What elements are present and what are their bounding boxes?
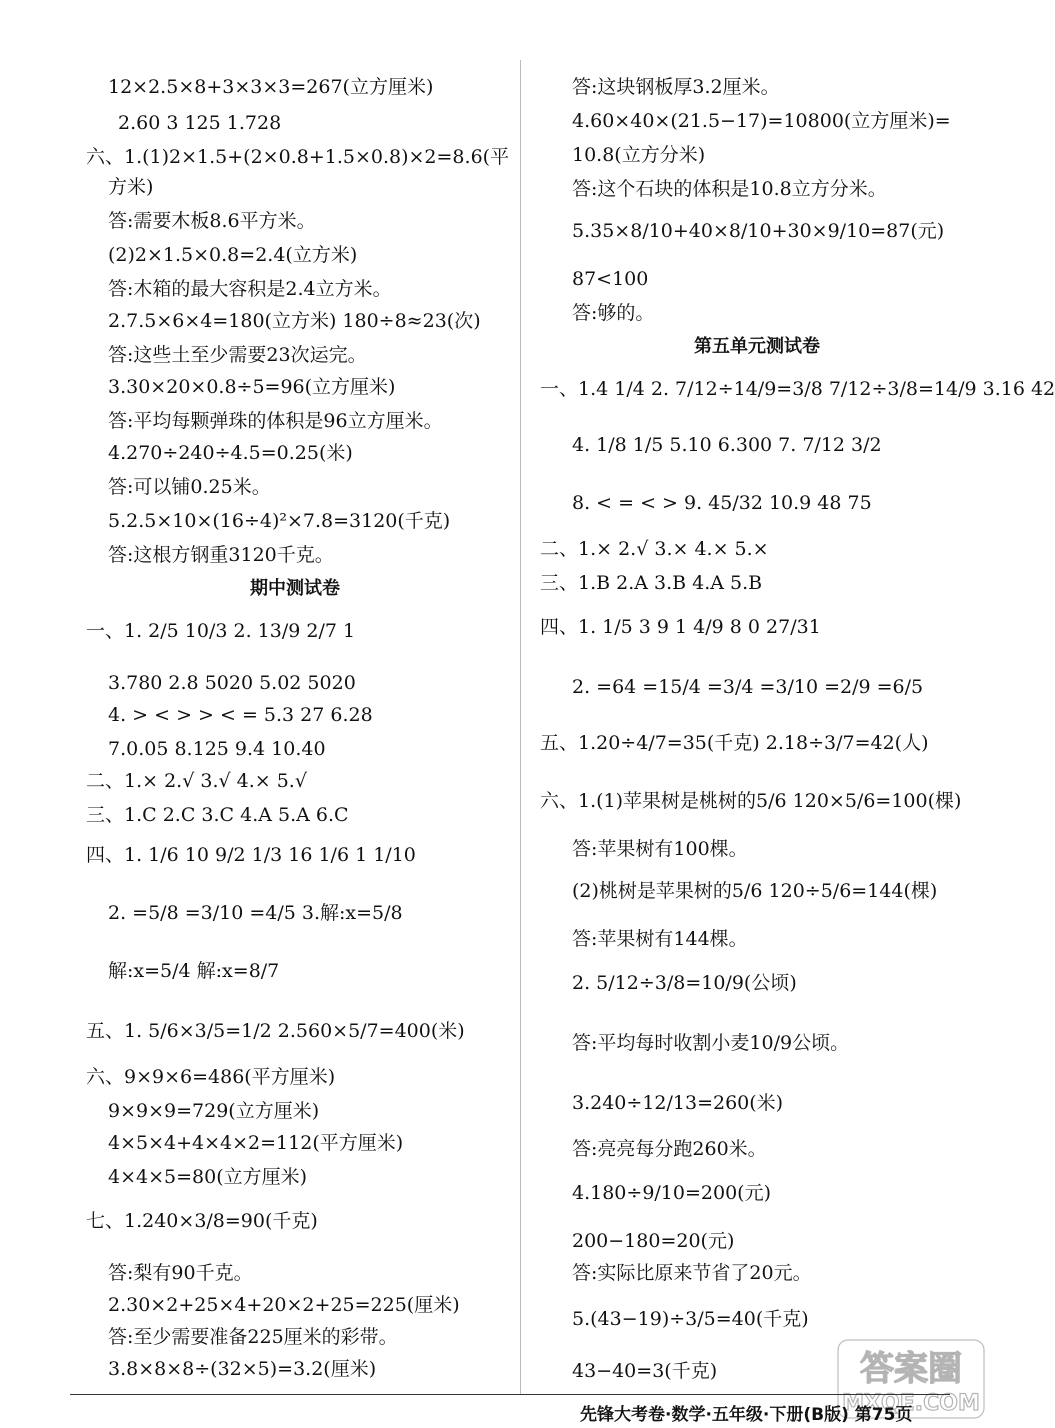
left-line-31: 七、1.240×3/8=90(千克) bbox=[86, 1210, 318, 1232]
right-line-29: 43−40=3(千克) bbox=[572, 1360, 718, 1382]
left-line-8: 2.7.5×6×4=180(立方米) 180÷8≈23(次) bbox=[108, 310, 481, 332]
left-line-18: 3.780 2.8 5020 5.02 5020 bbox=[108, 672, 356, 694]
right-line-5: 5.35×8/10+40×8/10+30×9/10=87(元) bbox=[572, 220, 945, 242]
left-line-34: 答:至少需要准备225厘米的彩带。 bbox=[108, 1326, 398, 1348]
left-line-13: 答:可以铺0.25米。 bbox=[108, 476, 271, 498]
right-line-14: 四、1. 1/5 3 9 1 4/9 8 0 27/31 bbox=[540, 616, 821, 638]
left-line-22: 三、1.C 2.C 3.C 4.A 5.A 6.C bbox=[86, 804, 349, 826]
left-line-3: 六、1.(1)2×1.5+(2×0.8+1.5×0.8)×2=8.6(平 bbox=[86, 146, 510, 168]
left-line-14: 5.2.5×10×(16÷4)²×7.8=3120(千克) bbox=[108, 510, 451, 532]
watermark-top: 答案圈 bbox=[860, 1349, 962, 1389]
right-line-15: 2. =64 =15/4 =3/4 =3/10 =2/9 =6/5 bbox=[572, 676, 924, 698]
left-line-10: 3.30×20×0.8÷5=96(立方厘米) bbox=[108, 376, 396, 398]
right-line-9: 一、1.4 1/4 2. 7/12÷14/9=3/8 7/12÷3/8=14/9 3.16 42 bbox=[540, 378, 1055, 400]
left-line-33: 2.30×2+25×4+20×2+25=225(厘米) bbox=[108, 1294, 460, 1316]
watermark-bottom: MXQE.COM bbox=[842, 1391, 980, 1416]
left-line-29: 4×5×4+4×4×2=112(平方厘米) bbox=[108, 1132, 404, 1154]
left-line-23: 四、1. 1/6 10 9/2 1/3 16 1/6 1 1/10 bbox=[86, 844, 416, 866]
column-divider bbox=[520, 60, 521, 1395]
right-line-7: 答:够的。 bbox=[572, 302, 655, 324]
left-line-12: 4.270÷240÷4.5=0.25(米) bbox=[108, 442, 353, 464]
left-line-26: 五、1. 5/6×3/5=1/2 2.560×5/7=400(米) bbox=[86, 1020, 465, 1042]
left-line-17: 一、1. 2/5 10/3 2. 13/9 2/7 1 bbox=[86, 620, 356, 642]
right-line-17: 六、1.(1)苹果树是桃树的5/6 120×5/6=100(棵) bbox=[540, 790, 962, 812]
left-line-15: 答:这根方钢重3120千克。 bbox=[108, 544, 334, 566]
right-line-27: 答:实际比原来节省了20元。 bbox=[572, 1262, 812, 1284]
left-line-6: (2)2×1.5×0.8=2.4(立方米) bbox=[108, 244, 358, 266]
right-line-3: 10.8(立方分米) bbox=[572, 144, 706, 166]
right-line-1: 答:这块钢板厚3.2厘米。 bbox=[572, 76, 780, 98]
left-line-35: 3.8×8×8÷(32×5)=3.2(厘米) bbox=[108, 1358, 377, 1380]
right-line-2: 4.60×40×(21.5−17)=10800(立方厘米)= bbox=[572, 110, 951, 132]
left-line-5: 答:需要木板8.6平方米。 bbox=[108, 210, 316, 232]
left-line-30: 4×4×5=80(立方厘米) bbox=[108, 1166, 308, 1188]
left-line-27: 六、9×9×6=486(平方厘米) bbox=[86, 1066, 336, 1088]
right-line-28: 5.(43−19)÷3/5=40(千克) bbox=[572, 1308, 809, 1330]
right-line-18: 答:苹果树有100棵。 bbox=[572, 838, 748, 860]
right-line-23: 3.240÷12/13=260(米) bbox=[572, 1092, 784, 1114]
left-line-7: 答:木箱的最大容积是2.4立方米。 bbox=[108, 278, 392, 300]
left-line-24: 2. =5/8 =3/10 =4/5 3.解:x=5/8 bbox=[108, 902, 403, 924]
right-line-22: 答:平均每时收割小麦10/9公顷。 bbox=[572, 1032, 850, 1054]
left-line-25: 解:x=5/4 解:x=8/7 bbox=[108, 960, 280, 982]
left-line-4: 方米) bbox=[108, 176, 154, 198]
left-line-21: 二、1.× 2.√ 3.√ 4.× 5.√ bbox=[86, 770, 307, 792]
right-line-26: 200−180=20(元) bbox=[572, 1230, 735, 1252]
left-line-20: 7.0.05 8.125 9.4 10.40 bbox=[108, 738, 326, 760]
left-line-28: 9×9×9=729(立方厘米) bbox=[108, 1100, 320, 1122]
left-line-19: 4. > < > > < = 5.3 27 6.28 bbox=[108, 704, 373, 726]
left-line-32: 答:梨有90千克。 bbox=[108, 1262, 253, 1284]
right-line-6: 87<100 bbox=[572, 268, 649, 290]
right-line-21: 2. 5/12÷3/8=10/9(公顷) bbox=[572, 972, 797, 994]
right-line-11: 8. < = < > 9. 45/32 10.9 48 75 bbox=[572, 492, 872, 514]
section-heading-midterm: 期中测试卷 bbox=[250, 578, 340, 599]
left-line-11: 答:平均每颗弹珠的体积是96立方厘米。 bbox=[108, 410, 443, 432]
left-line-9: 答:这些土至少需要23次运完。 bbox=[108, 344, 367, 366]
right-line-25: 4.180÷9/10=200(元) bbox=[572, 1182, 771, 1204]
right-line-12: 二、1.× 2.√ 3.× 4.× 5.× bbox=[540, 538, 769, 560]
right-line-16: 五、1.20÷4/7=35(千克) 2.18÷3/7=42(人) bbox=[540, 732, 929, 754]
footer-rule bbox=[70, 1394, 950, 1395]
right-line-19: (2)桃树是苹果树的5/6 120÷5/6=144(棵) bbox=[572, 880, 938, 902]
right-line-13: 三、1.B 2.A 3.B 4.A 5.B bbox=[540, 572, 763, 594]
section-heading-unit5: 第五单元测试卷 bbox=[694, 336, 820, 357]
left-line-1: 12×2.5×8+3×3×3=267(立方厘米) bbox=[108, 76, 434, 98]
right-line-4: 答:这个石块的体积是10.8立方分米。 bbox=[572, 178, 887, 200]
right-line-20: 答:苹果树有144棵。 bbox=[572, 928, 748, 950]
page-footer: 先锋大考卷·数学·五年级·下册(B版) 第75页 bbox=[580, 1405, 913, 1425]
left-line-2: 2.60 3 125 1.728 bbox=[118, 112, 282, 134]
right-line-10: 4. 1/8 1/5 5.10 6.300 7. 7/12 3/2 bbox=[572, 434, 882, 456]
right-line-24: 答:亮亮每分跑260米。 bbox=[572, 1138, 767, 1160]
